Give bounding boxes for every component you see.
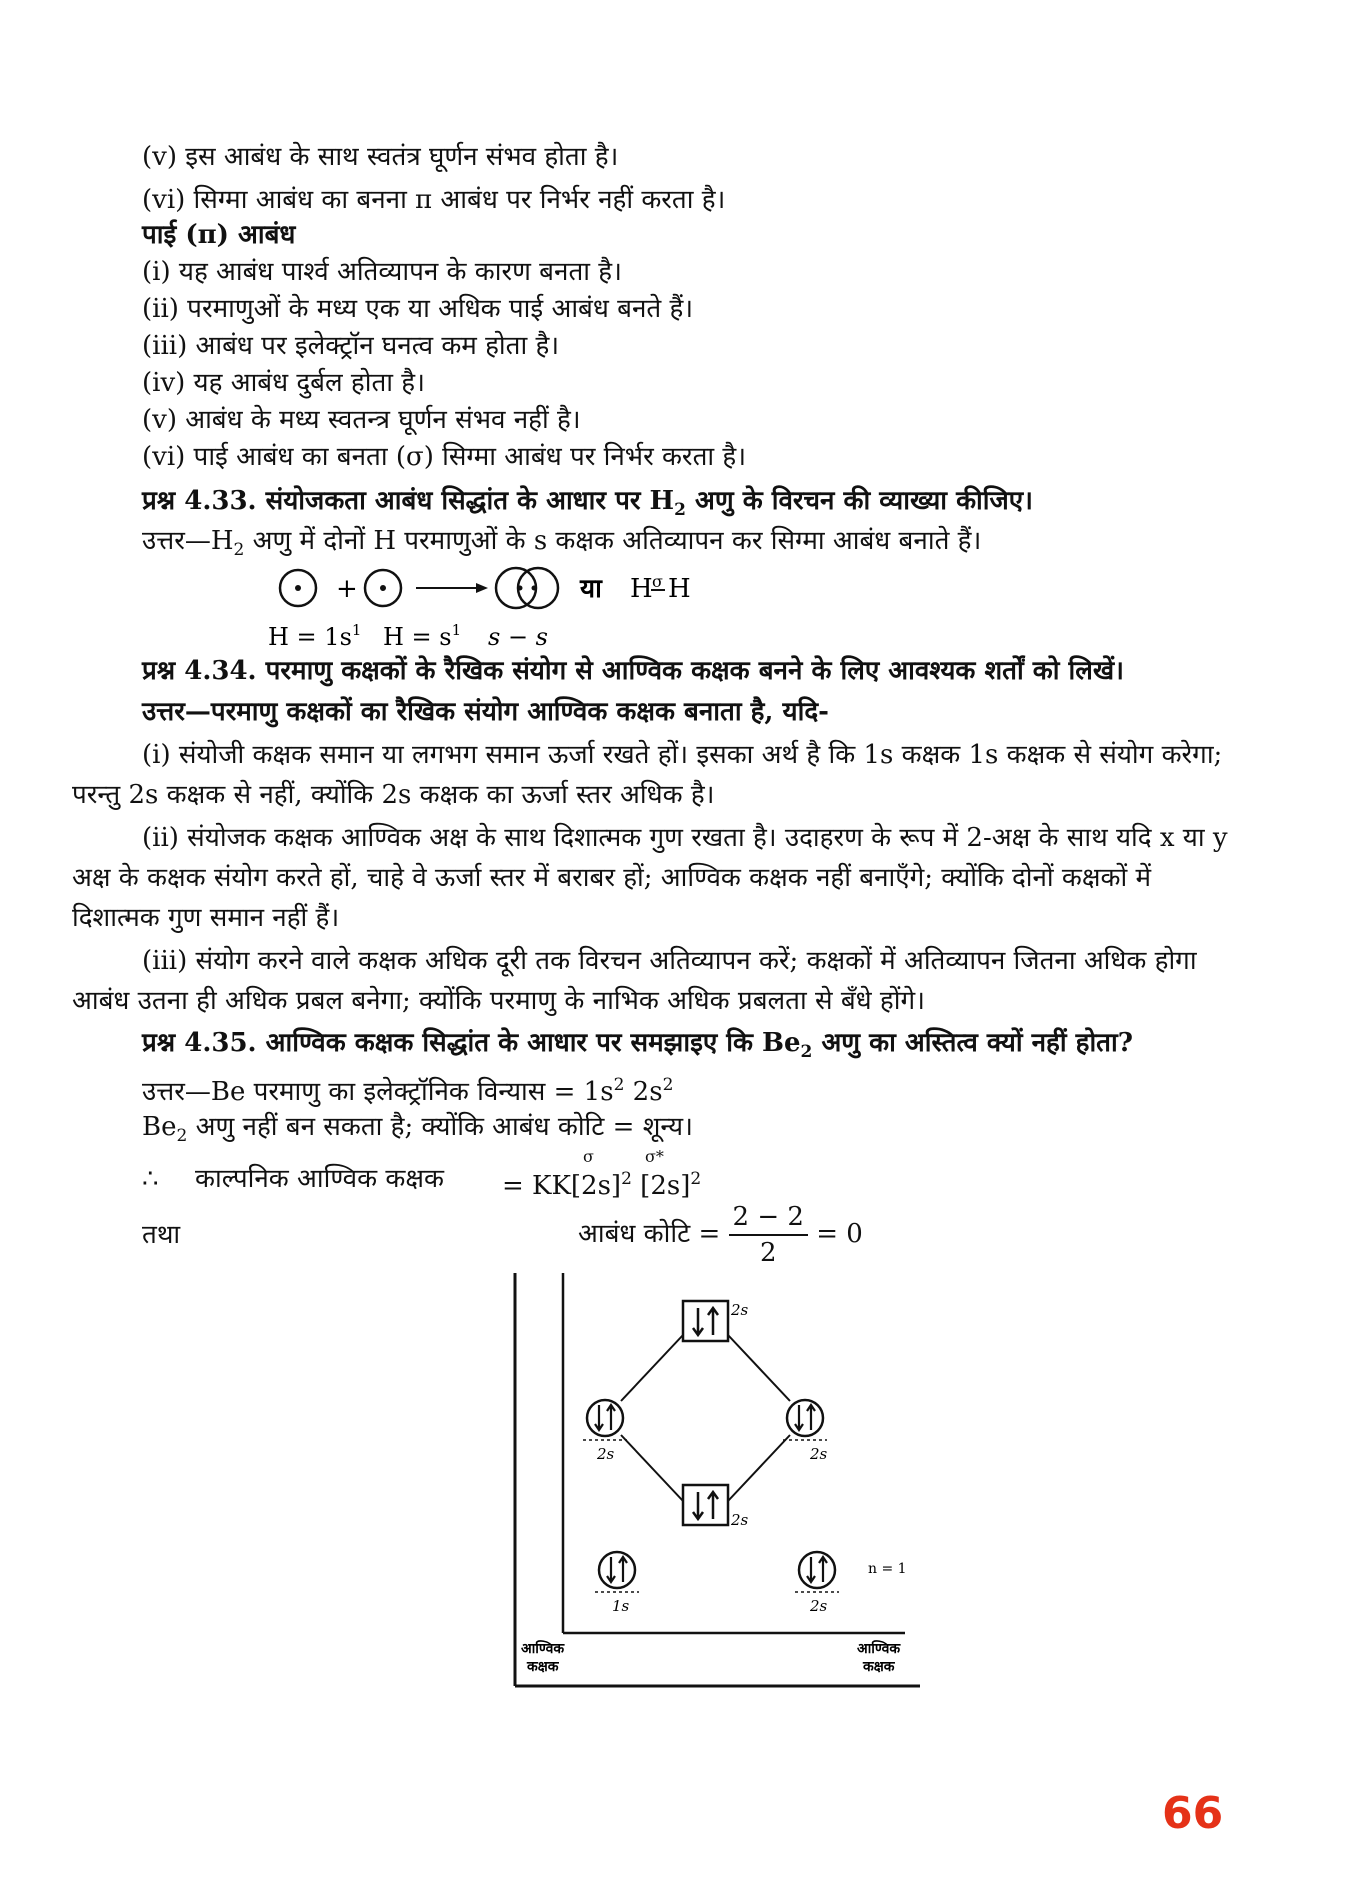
- condition-ii-line1: (ii) संयोजक कक्षक आण्विक अक्ष के साथ दिशात्मक गुण रखता है। उदाहरण के रूप में 2-अक्ष के साथ यदि x या y: [142, 823, 1228, 853]
- bond-order-equation: आबंध कोटि = $\frac{2 - 2}{2}$ = 0: [578, 1202, 863, 1268]
- be2-energy-diagram: [505, 1273, 945, 1693]
- lower-left-orbital: [599, 1552, 635, 1588]
- condition-iii-line1: (iii) संयोग करने वाले कक्षक अधिक दूरी तक विरचन अतिव्यापन करें; कक्षकों में अतिव्यापन जितना अधिक होगा: [142, 946, 1197, 976]
- or-word: या: [580, 574, 602, 604]
- question-4-34: प्रश्न 4.34. परमाणु कक्षकों के रैखिक संयोग से आण्विक कक्षक बनने के लिए आवश्यक शर्तों को लिखें।: [142, 656, 1124, 686]
- bonding-mo-box: [683, 1485, 728, 1525]
- pi-point-iv: (iv) यह आबंध दुर्बल होता है।: [142, 368, 425, 398]
- axis-right-caption-line1: आण्विक: [857, 1641, 901, 1657]
- h-right: H: [668, 574, 691, 604]
- question-4-35: प्रश्न 4.35. आण्विक कक्षक सिद्धांत के आधार पर समझाइए कि $Be_2$ अणु का अस्तित्व क्यों नहीं होता?: [142, 1028, 1133, 1062]
- condition-iii-line2: आबंध उतना ही अधिक प्रबल बनेगा; क्योंकि परमाणु के नाभिक अधिक प्रबलता से बँधे होंगे।: [72, 986, 925, 1016]
- sigma-point-v: (v) इस आबंध के साथ स्वतंत्र घूर्णन संभव होता है।: [142, 142, 619, 172]
- h2-overlap-figure: [268, 563, 728, 663]
- tatha-word: तथा: [142, 1220, 181, 1250]
- axis-left-caption-line2: कक्षक: [527, 1659, 559, 1675]
- pi-point-iii: (iii) आबंध पर इलेक्ट्रॉन घनत्व कम होता है।: [142, 331, 560, 361]
- page-number: 66: [1162, 1788, 1224, 1839]
- lower-left-label: 1s: [612, 1597, 630, 1615]
- label-h-1s: $H = 1s^1$: [268, 621, 362, 651]
- antibonding-mo-box: [683, 1301, 728, 1341]
- pi-point-ii: (ii) परमाणुओं के मध्य एक या अधिक पाई आबंध बनते हैं।: [142, 294, 694, 324]
- answer-4-34-intro: उत्तर—परमाणु कक्षकों का रैखिक संयोग आण्विक कक्षक बनाता है, यदि-: [142, 697, 829, 727]
- overlap-circle-right: [518, 568, 558, 608]
- sigma-point-vi: (vi) सिग्मा आबंध का बनना π आबंध पर निर्भर नहीं करता है।: [142, 185, 726, 215]
- answer-4-33: $उत्तर—H_2$ अणु में दोनों H परमाणुओं के s कक्षक अतिव्यापन कर सिग्मा आबंध बनाते हैं।: [142, 526, 982, 560]
- left-atomic-orbital: [587, 1400, 623, 1436]
- h-left: H: [630, 574, 653, 604]
- bonding-mo-label: 2s: [731, 1511, 749, 1529]
- connector-left-bottom: [621, 1435, 683, 1501]
- pi-bond-heading: पाई (π) आबंध: [142, 220, 296, 250]
- imaginary-mo-config: = $KK[2s]^2$ $[2s]^2$: [502, 1169, 702, 1201]
- connector-right-bottom: [728, 1435, 790, 1501]
- axis-right-caption-line2: कक्षक: [863, 1659, 895, 1675]
- nucleus-dot-2: [380, 585, 386, 591]
- question-4-33: प्रश्न 4.33. संयोजकता आबंध सिद्धांत के आधार पर $H_2$ अणु के विरचन की व्याख्या कीजिए।: [142, 486, 1034, 520]
- left-ao-label: 2s: [597, 1445, 615, 1463]
- lower-right-orbital: [799, 1552, 835, 1588]
- antibonding-mo-label: 2s: [731, 1301, 749, 1319]
- connector-right-top: [728, 1335, 790, 1401]
- overlap-circle-left: [496, 568, 536, 608]
- be2-not-formed: $Be_2$ अणु नहीं बन सकता है; क्योंकि आबंध कोटि = शून्य।: [142, 1112, 693, 1146]
- lower-right-label: 2s: [810, 1597, 828, 1615]
- right-ao-label: 2s: [810, 1445, 828, 1463]
- imaginary-mo-label: काल्पनिक आण्विक कक्षक: [195, 1164, 444, 1194]
- n-level-label: n = 1: [868, 1561, 907, 1577]
- plus-sign: +: [336, 574, 358, 604]
- sigma-mark-bonding: σ: [583, 1147, 594, 1166]
- therefore-symbol: ∴: [142, 1164, 159, 1194]
- axis-left-caption-line1: आण्विक: [521, 1641, 565, 1657]
- condition-ii-line3: दिशात्मक गुण समान नहीं हैं।: [72, 903, 340, 933]
- arrow-head-icon: [476, 583, 488, 593]
- bond-order-fraction: $\frac{2 - 2}{2}$: [729, 1200, 808, 1270]
- condition-ii-line2: अक्ष के कक्षक संयोग करते हों, चाहे वे ऊर्जा स्तर में बराबर हों; आण्विक कक्षक नहीं बनाएँगे; क्योंकि दोनों कक्षकों में: [72, 863, 1152, 893]
- be-electronic-config: उत्तर—Be परमाणु का इलेक्ट्रॉनिक विन्यास = $1s^2$ $2s^2$: [142, 1075, 674, 1107]
- label-h-s: $H = s^1$: [383, 621, 462, 651]
- condition-i-line2: परन्तु 2s कक्षक से नहीं, क्योंकि 2s कक्षक का ऊर्जा स्तर अधिक है।: [72, 780, 715, 810]
- label-s-s: s − s: [488, 623, 548, 651]
- nucleus-dot-3: [518, 586, 523, 591]
- nucleus-dot-4: [532, 586, 537, 591]
- condition-i-line1: (i) संयोजी कक्षक समान या लगभग समान ऊर्जा रखते हों। इसका अर्थ है कि 1s कक्षक 1s कक्षक से संयोग करेगा;: [142, 740, 1223, 770]
- pi-point-v: (v) आबंध के मध्य स्वतन्त्र घूर्णन संभव नहीं है।: [142, 405, 581, 435]
- pi-point-vi: (vi) पाई आबंध का बनता (σ) सिग्मा आबंध पर निर्भर करता है।: [142, 442, 747, 472]
- connector-left-top: [621, 1335, 683, 1401]
- nucleus-dot-1: [295, 585, 301, 591]
- right-atomic-orbital: [787, 1400, 823, 1436]
- pi-point-i: (i) यह आबंध पार्श्व अतिव्यापन के कारण बनता है।: [142, 257, 622, 287]
- sigma-symbol: σ: [652, 572, 663, 591]
- sigma-mark-antibonding: σ*: [645, 1147, 664, 1166]
